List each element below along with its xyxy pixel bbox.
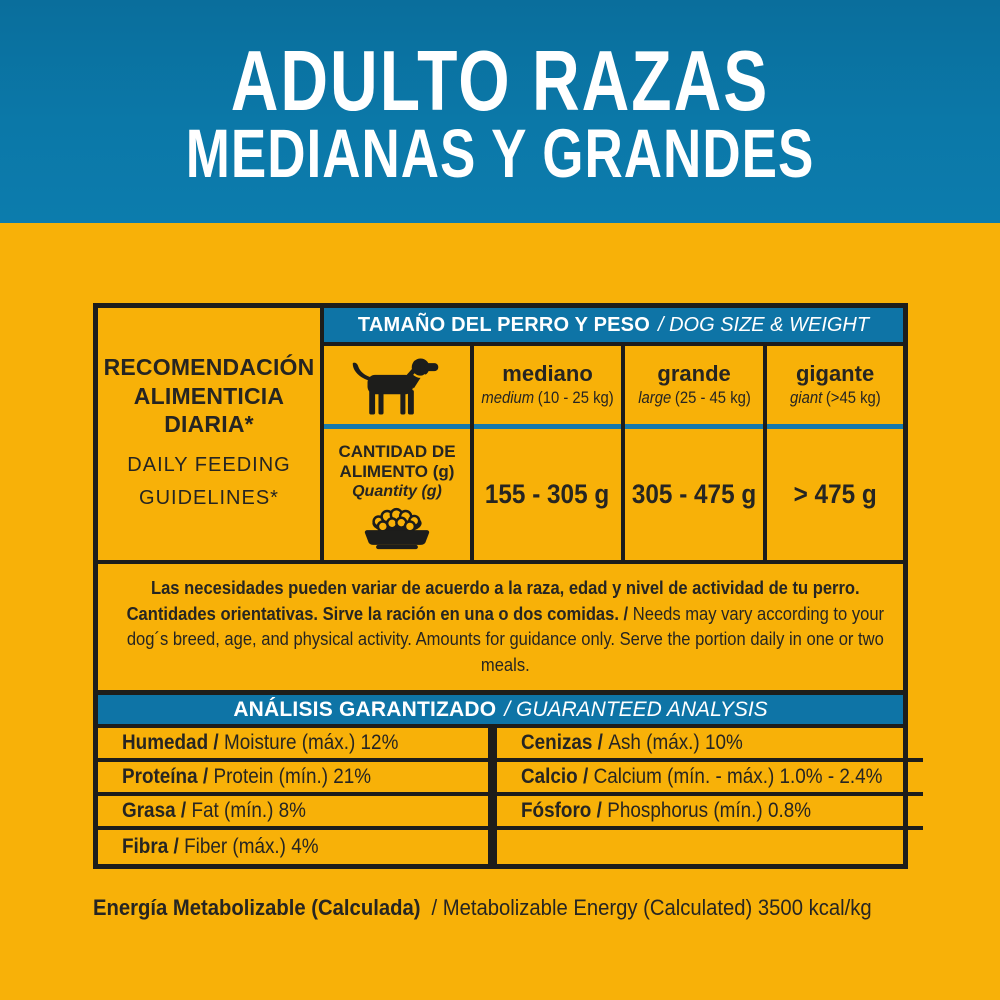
nutrient-value: Fiber (máx.) 4% xyxy=(184,835,319,858)
feeding-note-es: Las necesidades pueden variar de acuerdo a la raza, edad y nivel de actividad de tu perro. Cantidades orientativas. Sirve la ración en una o dos comidas. / xyxy=(126,578,860,624)
analysis-row-fosforo xyxy=(497,796,923,830)
size-header-mediano xyxy=(474,346,621,429)
nutrient-value: Moisture (máx.) 12% xyxy=(224,731,399,754)
analysis-row-cenizas xyxy=(497,728,923,762)
quantity-label-cell xyxy=(324,429,470,560)
feeding-table-right xyxy=(324,308,903,560)
size-weight-range: (25 - 45 kg) xyxy=(674,389,751,408)
analysis-text xyxy=(122,731,398,755)
amount-cell-grande xyxy=(625,429,763,560)
guaranteed-analysis-table xyxy=(93,690,908,869)
size-name-en-weight xyxy=(790,389,881,408)
amount-value: 155 - 305 g xyxy=(485,479,610,509)
dog-size-header-es: TAMAÑO DEL PERRO Y PESO xyxy=(357,313,650,336)
size-name-es: gigante xyxy=(795,360,875,386)
product-banner xyxy=(0,0,1000,223)
analysis-row-grasa xyxy=(98,796,497,830)
amount-cell-gigante xyxy=(767,429,903,560)
analysis-header-bar xyxy=(98,695,903,728)
nutrient-value: Phosphorus (mín.) 0.8% xyxy=(607,799,812,822)
size-name-en: medium xyxy=(481,389,535,408)
analysis-text xyxy=(521,765,882,789)
product-title-line2: MEDIANAS Y GRANDES xyxy=(185,115,815,193)
analysis-header-en: / GUARANTEED ANALYSIS xyxy=(504,697,768,721)
analysis-text xyxy=(521,835,526,859)
feeding-note-en: Needs may vary according to your dog´s breed, age, and physical activity. Amounts for guidance only. Serve the portion daily in one or two meals. xyxy=(126,603,885,675)
size-name-en: giant xyxy=(789,389,822,408)
analysis-text xyxy=(122,799,306,823)
energy-label-es: Energía Metabolizable (Calculada) xyxy=(93,895,421,920)
size-name-es: grande xyxy=(657,360,731,386)
analysis-text xyxy=(122,835,319,859)
dog-icon xyxy=(345,353,449,417)
column-grande xyxy=(621,346,763,560)
nutrient-name-es: Fibra / xyxy=(122,835,179,858)
analysis-header-es: ANÁLISIS GARANTIZADO xyxy=(233,697,497,721)
size-header-gigante xyxy=(767,346,903,429)
analysis-row-humedad xyxy=(98,728,497,762)
feeding-table-icon-column xyxy=(324,346,470,560)
food-bowl-icon xyxy=(355,503,439,551)
nutrient-value: Calcium (mín. - máx.) 1.0% - 2.4% xyxy=(593,765,883,788)
analysis-table-body xyxy=(98,728,903,864)
feeding-table-columns xyxy=(324,346,903,560)
size-name-en: large xyxy=(637,389,671,408)
feeding-note-text xyxy=(118,576,893,678)
dog-size-header-bar xyxy=(324,308,903,346)
feeding-note-row xyxy=(98,560,903,690)
amount-value: > 475 g xyxy=(793,479,877,509)
analysis-row-calcio xyxy=(497,762,923,796)
nutrient-value: Ash (máx.) 10% xyxy=(608,731,743,754)
daily-feeding-title-es: RECOMENDACIÓN ALIMENTICIA DIARIA* xyxy=(103,353,315,438)
analysis-row-empty xyxy=(497,830,923,864)
size-header-grande xyxy=(625,346,763,429)
analysis-row-fibra xyxy=(98,830,497,864)
quantity-label-es-line1: CANTIDAD DE xyxy=(338,442,456,462)
nutrient-name-es: Proteína / xyxy=(122,765,209,788)
nutrient-name-es: Fósforo / xyxy=(521,799,602,822)
nutrient-name-es: Humedad / xyxy=(122,731,219,754)
analysis-row-proteina xyxy=(98,762,497,796)
product-title-line1: ADULTO RAZAS xyxy=(230,31,770,128)
energy-label-en: / Metabolizable Energy (Calculated) 3500 kcal/kg xyxy=(431,895,872,920)
analysis-text xyxy=(521,731,743,755)
feeding-guidelines-table xyxy=(93,303,908,695)
column-mediano xyxy=(470,346,621,560)
nutrient-name-es: Cenizas / xyxy=(521,731,603,754)
amount-value: 305 - 475 g xyxy=(631,479,757,509)
size-name-en-weight xyxy=(481,389,613,408)
dog-icon-cell xyxy=(324,346,470,429)
size-name-es: mediano xyxy=(502,360,593,386)
nutrient-name-es: Calcio / xyxy=(521,765,589,788)
size-weight-range: (10 - 25 kg) xyxy=(537,389,614,408)
amount-cell-mediano xyxy=(474,429,621,560)
size-weight-range: (>45 kg) xyxy=(825,389,881,408)
nutrient-name-es: Grasa / xyxy=(122,799,187,822)
analysis-text xyxy=(521,799,811,823)
quantity-label-es-line2: ALIMENTO (g) xyxy=(339,462,455,481)
dog-size-header-en: / DOG SIZE & WEIGHT xyxy=(657,313,870,336)
metabolizable-energy-line xyxy=(93,895,903,921)
nutrient-value: Fat (mín.) 8% xyxy=(191,799,306,822)
column-gigante xyxy=(763,346,903,560)
daily-feeding-title-en: DAILY FEEDING GUIDELINES* xyxy=(127,454,291,510)
feeding-table-main xyxy=(98,308,903,560)
nutrient-value: Protein (mín.) 21% xyxy=(213,765,372,788)
feeding-table-left-header xyxy=(98,308,324,560)
quantity-label-en: Quantity (g) xyxy=(352,482,442,500)
size-name-en-weight xyxy=(638,389,751,408)
analysis-text xyxy=(122,765,371,789)
